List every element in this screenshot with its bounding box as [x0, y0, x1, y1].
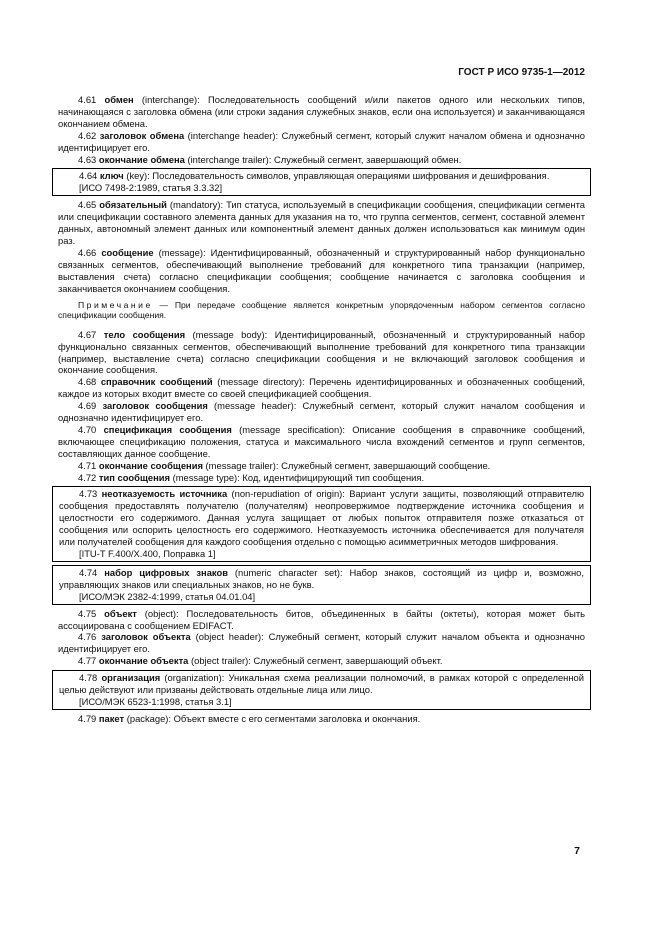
entry-4-69: 4.69 заголовок сообщения (message header): Служебный сегмент, который служит началом сообщения и однозначно идентифицирует его. [58, 400, 585, 424]
entry-4-62: 4.62 заголовок обмена (interchange header): Служебный сегмент, который служит началом обмена и однозначно идентифицирует его. [58, 129, 585, 153]
entry-4-65: 4.65 обязательный (mandatory): Тип статуса, используемый в спецификации сообщения, спецификации сегмента или спецификации составного элемента данных для указания на то, что группа сегментов, сегмент, составной элемент данных, автономный элемент данных или компонентный элемент данных должен использоваться как минимум один раз. [58, 199, 585, 246]
term: набор цифровых знаков [104, 566, 228, 578]
term: окончание сообщения [98, 459, 203, 471]
note-label: Примечание [78, 299, 153, 310]
document-body [58, 94, 585, 725]
term: тип сообщения [98, 471, 170, 483]
boxed-entry-4-78 [52, 670, 591, 710]
term: обмен [104, 94, 134, 105]
entry-4-70: 4.70 спецификация сообщения (message specification): Описание сообщения в справочнике сообщений, включающее спецификацию положения, статуса и максимального числа вхождений сегментов и групп сегментов, составляющих данное сообщение. [58, 423, 585, 459]
term: сообщение [101, 246, 154, 258]
term: обязательный [99, 199, 167, 211]
term: неотказуемость источника [101, 488, 228, 500]
entry-4-63: 4.63 окончание обмена (interchange trailer): Служебный сегмент, завершающий обмен. [78, 153, 462, 165]
boxed-entry-4-64 [52, 168, 591, 196]
entry-4-75: 4.75 объект (object): Последовательность битов, объединенных в байты (октеты), которая может быть ассоциирована с сообщением EDIFACT. [58, 607, 585, 631]
entry-4-68: 4.68 справочник сообщений (message directory): Перечень идентифицированных и обозначенных сообщений, каждое из которых входит вместе со своей спецификацией сообщения. [58, 376, 586, 400]
term: заголовок обмена [99, 129, 185, 141]
entry-4-61: 4.61 обмен (interchange): Последовательность сообщений и/или пакетов одного или нескольких типов, начинающаяся с заголовка обмена (или строки задания служебных знаков, если она используется) и заканчивающаяся окончанием обмена. [58, 94, 585, 129]
term: ключ [99, 170, 124, 182]
entry-4-77: 4.77 окончание объекта (object trailer): Служебный сегмент, завершающий объект. [78, 655, 443, 667]
entry-4-79: 4.79 пакет (package): Объект вместе с его сегментами заголовка и окончания. [78, 712, 421, 724]
term: пакет [98, 712, 125, 724]
entry-4-78: 4.78 организация (organization): Уникальная схема реализации полномочий, в рамках которой с определенной целью действуют или призваны действовать отдельные лица или лицо. [59, 672, 584, 696]
term: спецификация сообщения [103, 423, 232, 435]
entry-4-73: 4.73 неотказуемость источника (non-repudiation of origin): Вариант услуги защиты, позволяющий отправителю сообщения предоставлять получателю (получателям) неопровержимое подтверждение источника сообщения и целостности его содержимого. Данная услуга защищает от любых попыток отправителя позже отказаться от сообщения или оспорить целостность его содержимого. Неотказуемость источника обеспечивается для получателя или получателей сообщения для каждого сообщения отдельно с помощью асимметричных методов шифрования. [59, 488, 585, 548]
entry-4-71: 4.71 окончание сообщения (message trailer): Служебный сегмент, завершающий сообщение. [78, 459, 491, 471]
note: Примечание — При передаче сообщение является конкретным упорядоченным набором сегментов согласно спецификации сообщения. [58, 299, 585, 321]
entry-4-74: 4.74 набор цифровых знаков (numeric character set): Набор знаков, состоящий из цифр и, возможно, управляющих знаков или специальных знаков, но не букв. [59, 566, 584, 590]
term: заголовок сообщения [102, 400, 208, 412]
entry-4-72: 4.72 тип сообщения (message type): Код, идентифицирующий тип сообщения. [78, 471, 425, 483]
term: организация [101, 672, 161, 684]
boxed-entry-4-74 [52, 565, 591, 605]
entry-source: [ИСО/МЭК 6523-1:1998, статья 3.1] [79, 695, 232, 707]
term: объект [104, 607, 137, 619]
term: заголовок объекта [101, 631, 191, 643]
entry-4-64: 4.64 ключ (key): Последовательность символов, управляющая операциями шифрования и дешифрования. [79, 170, 550, 182]
boxed-entry-4-73 [52, 486, 591, 561]
term: справочник сообщений [100, 376, 213, 388]
entry-4-76: 4.76 заголовок объекта (object header): Служебный сегмент, который служит началом объекта и однозначно идентифицирует его. [58, 631, 585, 655]
page-number: 7 [574, 845, 580, 857]
entry-source: [ITU-T F.400/X.400, Поправка 1] [79, 548, 216, 559]
term: окончание обмена [98, 153, 185, 165]
term: окончание объекта [98, 655, 189, 667]
document-header: ГОСТ Р ИСО 9735-1—2012 [458, 67, 585, 78]
entry-4-66: 4.66 сообщение (message): Идентифицированный, обозначенный и структурированный набор функционально связанных сегментов, обеспечивающий выполнение требований для конкретного типа транзакции (например, выставления счета) согласно спецификации сообщения; сообщение начинается с заголовка сообщения и заканчивается окончанием сообщения. [58, 246, 585, 294]
entry-source: [ИСО 7498-2:1989, статья 3.3.32] [79, 182, 223, 194]
entry-source: [ИСО/МЭК 2382-4:1999, статья 04.01.04] [79, 590, 256, 602]
term: тело сообщения [103, 328, 186, 340]
entry-4-67: 4.67 тело сообщения (message body): Идентифицированный, обозначенный и структурированный набор функционально связанных сегментов, обеспечивающий выполнение требований для конкретного типа транзакции (например, выставление счета) согласно спецификации сообщения и не включающий заголовок сообщения и окончание сообщения. [58, 328, 586, 376]
